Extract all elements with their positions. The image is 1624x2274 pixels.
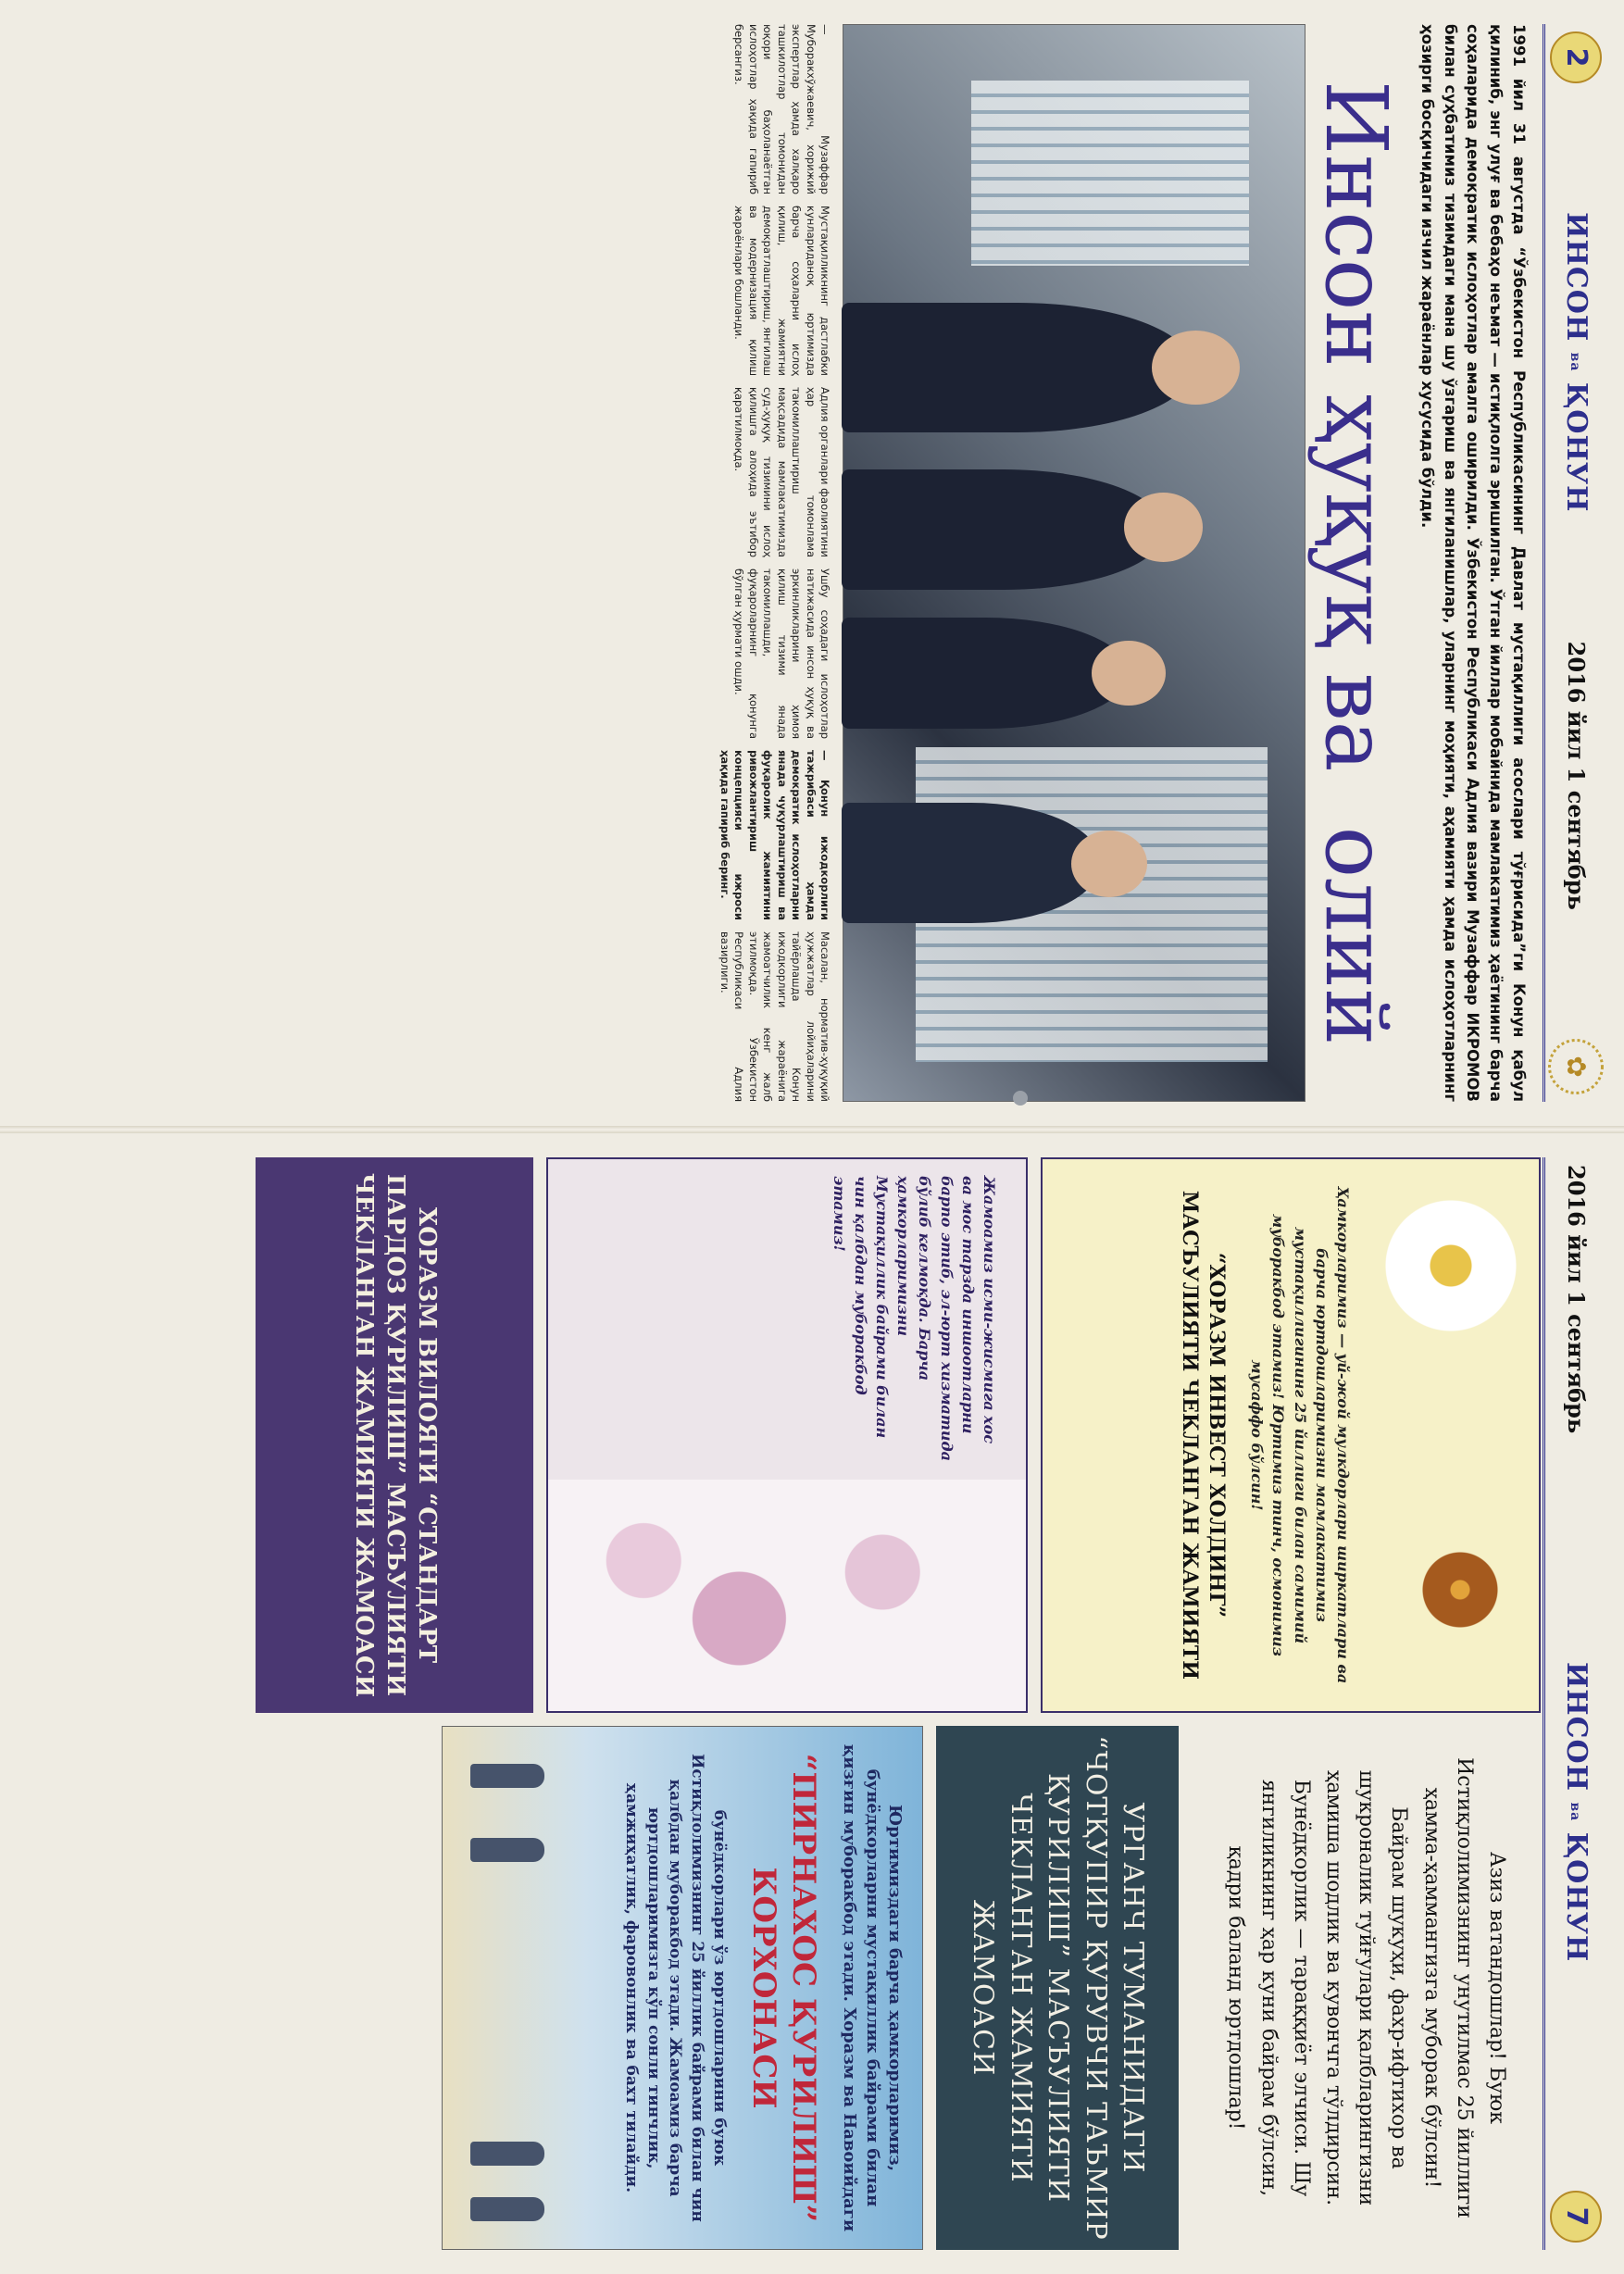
page-header (1543, 24, 1607, 1102)
page-2 (0, 0, 1624, 1126)
article-column: Адлия органлари фаолиятини ҳар томонлама такомиллаштириш мақсадида мамлакатимизда суд-ҳуқуқ тизимини ислоҳ қилишга алоҳида эътибор қаратилмоқда. (732, 387, 832, 557)
page-number: 2 (1551, 31, 1603, 83)
article-column: — Музаффар Муборакхўжаевич, хорижий экспертлар ҳамда халқаро ташкилотлар томонидан юқори баҳоланаётган ислоҳотлар ҳақида гапириб берсангиз. (732, 24, 832, 194)
article-column: Мустақилликнинг дастлабки кунлариданоқ юртимизда барча соҳаларни ислоҳ қилиш, жамиятни демократлаштириш, янгилаш ва модернизация қилиш жараёнлари бошланди. (732, 206, 832, 376)
worker-icon (470, 2142, 544, 2166)
ornament-icon: ✿ (1549, 1039, 1605, 1094)
page-7 (0, 1133, 1624, 2274)
worker-icon (470, 1838, 544, 1862)
page-header (1543, 1157, 1607, 2250)
ad-body: бунёдкорлари ўз юртдошларини буюк Истиқлолимизнинг 25 йиллик байрами билан чин қалбдан муборакбод этади. Жамоамиз барча юртдошларимизга кўп сонли тинчлик, ҳамжиҳатлик, фаровонлик ва бахт тилайди. (621, 1754, 729, 2222)
congrats-signature: “ХОРАЗМ ИНВЕСТ ХОЛДИНГ” МАСЪУЛИЯТИ ЧЕКЛАНГАН ЖАМИЯТИ (1178, 1190, 1230, 1681)
article-column: — Қонун ижодкорлиги тажрибаси ҳамда демократик ислоҳотларни янада чуқурлаштириш ва фуқаролик жамиятини ривожлантириш концепцияси ижроси ҳақида гапириб беринг. (718, 750, 832, 920)
right-column-ads (17, 1726, 1541, 2250)
congrats-card-pardoz (546, 1157, 1028, 1713)
worker-icon (470, 2197, 544, 2221)
pirnahos-ad (442, 1726, 923, 2250)
left-column-ads (17, 1157, 1541, 1713)
staple-hole (1013, 1091, 1028, 1106)
congrats-text: Жамоамиз исми-жисмига хос ва мос тарзда иншоотларни барпо этиб, эл-юрт хизматида бўлиб келмоқда. Барча ҳамкорларимизни Мустақиллик байрами билан чин қалбдан муборакбод этамиз! (830, 1176, 998, 1461)
congrats-card-holding (1041, 1157, 1541, 1713)
signature-banner: ХОРАЗМ ВИЛОЯТИ “СТАНДАРТ ПАРДОЗ ҚУРИЛИШ” МАСЪУЛИЯТИ ЧЕКЛАНГАН ЖАМИЯТИ ЖАМОАСИ (256, 1157, 533, 1713)
spread-page-7 (0, 1133, 1624, 2274)
issue-date: 2016 йил 1 сентябрь (1563, 1165, 1590, 1434)
congrats-text: Ҳамкорларимиз — уй-жой мулкдорлари ширкатлари ва барча юртдошларимизни мамлакатимиз мустақиллигининг 25 йиллиги билан самимий муборакбод этамиз! Юртимиз тинч, осмонимиз мусаффо бўлсин! (1248, 1186, 1352, 1684)
masthead: ИНСОН ва ҚОНУН (1560, 1661, 1593, 1963)
page-number: 7 (1551, 2191, 1603, 2243)
daisy-icon (1381, 1196, 1520, 1335)
article-columns (717, 24, 831, 1102)
butterfly-icon (1418, 1548, 1502, 1631)
article-column: Ушбу соҳадаги ислоҳотлар натижасида инсон ҳуқуқ ва эркинликларини ҳимоя қилиш тизими янада такомиллашди, фуқароларнинг қонунга бўлган ҳурмати ошди. (732, 568, 832, 739)
spread-page-2 (0, 0, 1624, 1126)
article-headline: Инсон ҳуқуқ ва олий (1306, 80, 1406, 1046)
ad-company-name: “ПИРНАХОС ҚУРИЛИШ” КОРХОНАСИ (745, 1753, 822, 2223)
article-column: Масалан, норматив-ҳуқуқий ҳужжатлар лойиҳаларини тайёрлашда Конун ижодкорлиги жараёнига жамоатчилик кенг жалб этилмоқда. Ўзбекистон Республикаси Адлия вазирлиги. (718, 931, 832, 1102)
article-intro: 1991 йил 31 августда “Ўзбекистон Республикасининг Давлат мустақиллиги асослари тўғрисида”ги Конун қабул қилиниб, энг улуғ ва бебаҳо неъмат — истиқлолга эришилган. Ўтган йиллар мобайнида мамлакатимиз ҳаётининг барча соҳаларида демократик ислоҳотлар амалга оширилди. Ўзбекистон Республикаси Адлия вазири Музаффар ИКРОМОВ билан суҳбатимиз тизимдаги мана шу ўзгариш ва янгиланишлар, уларнинг моҳияти, аҳамияти ҳамда ислоҳотларнинг ҳозирги босқичидаги изчил жараёнлар хусусида бўлди. (1418, 24, 1528, 1102)
article-photo (843, 24, 1305, 1102)
page-fold (0, 1126, 1624, 1133)
greeting-text: Азиз ватандошлар! Буюк Истиқлолимизнинг унутилмас 25 йиллиги ҳамма-ҳаммангизга муборак бўлсин! Байрам шукуҳи, фахр-ифтихор ва шукроналик туйғулари қалбларингизни ҳамиша шодлик ва кувончга тўлдирсин. Бунёдкорлик — тараққиёт элчиси. Шу янгиликнинг ҳар куни байрам бўлсин, қадри баланд юртдошлар! (1224, 1757, 1508, 2218)
company-banner: УРГАНЧ ТУМАНИДАГИ “ЧОТҚУПИР ҚУРУВЧИ ТАЪМИР ҚУРИЛИШ” МАСЪУЛИЯТИ ЧЕКЛАНГАН ЖАМИЯТИ ЖАМОАСИ (936, 1726, 1180, 2250)
blossom-image (548, 1480, 1026, 1711)
worker-icon (470, 1764, 544, 1788)
masthead: ИНСОН ва ҚОНУН (1560, 212, 1593, 513)
issue-date: 2016 йил 1 сентябрь (1563, 641, 1590, 910)
ad-intro: Юртимиздаги барча ҳамкорларимиз, бунёдкорларни мустақиллик байрами билан қизғин муборакбод этади. Хоразм ва Навоийдаги (840, 1743, 905, 2232)
